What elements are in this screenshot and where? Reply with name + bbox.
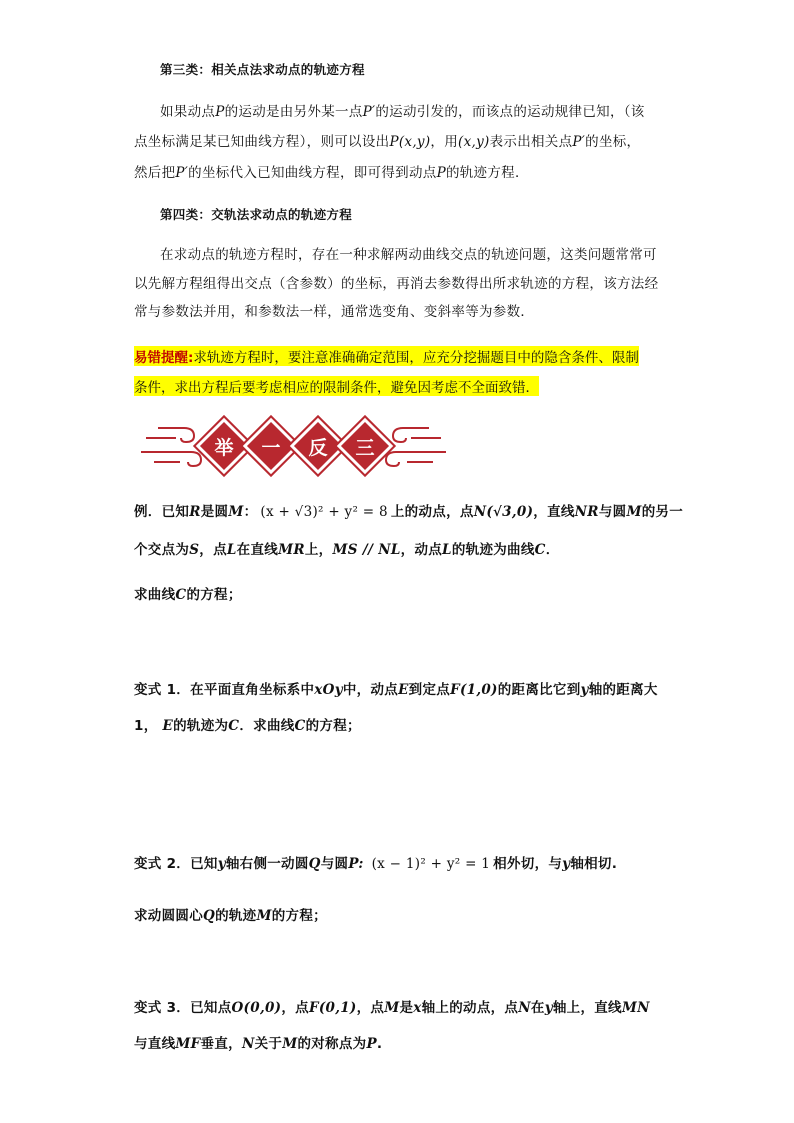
banner-char-2: 一	[248, 423, 294, 469]
section4-title: 第四类：交轨法求动点的轨迹方程	[160, 207, 353, 222]
banner	[136, 416, 436, 476]
banner-char-4: 三	[342, 423, 388, 469]
example-line2: 个交点为S，点L在直线MR上，MS // NL，动点L的轨迹为曲线C．	[134, 542, 560, 558]
section4-line2: 以先解方程组得出交点（含参数）的坐标，再消去参数得出所求轨迹的方程，该方法经	[134, 276, 659, 292]
banner-char-1: 举	[201, 423, 247, 469]
section3-line3: 然后把P′的坐标代入已知曲线方程，即可得到动点P的轨迹方程．	[134, 165, 529, 181]
example-line1: 例．已知R是圆M： (x + √3)² + y² = 8 上的动点，点N(√3,0)，直线NR与圆M的另一	[134, 504, 684, 520]
banner-right-decoration	[381, 416, 451, 476]
section3-line1: 如果动点P的运动是由另外某一点P′的运动引发的，而该点的运动规律已知，（该	[160, 104, 645, 120]
variant3-line1: 变式 3．已知点O(0,0)，点F(0,1)，点M是x轴上的动点，点N在y轴上，直线MN	[134, 1000, 650, 1016]
variant2-line1: 变式 2．已知y轴右侧一动圆Q与圆P: (x − 1)² + y² = 1 相外切，与y轴相切.	[134, 856, 618, 872]
section4-line3: 常与参数法并用，和参数法一样，通常选变角、变斜率等为参数．	[134, 304, 535, 320]
warning-line1: 易错提醒:求轨迹方程时，要注意准确确定范围，应充分挖掘题目中的隐含条件、限制	[134, 346, 639, 366]
example-question: 求曲线C的方程；	[134, 587, 242, 603]
section3-title: 第三类：相关点法求动点的轨迹方程	[160, 62, 365, 77]
banner-char-3: 反	[295, 423, 341, 469]
variant1-line1: 变式 1．在平面直角坐标系中xOy中，动点E到定点F(1,0)的距离比它到y轴的距离大	[134, 682, 658, 698]
section4-line1: 在求动点的轨迹方程时，存在一种求解两动曲线交点的轨迹问题，这类问题常常可	[160, 247, 657, 263]
variant2-question: 求动圆圆心Q的轨迹M的方程；	[134, 908, 327, 924]
variant3-line2: 与直线MF垂直，N关于M的对称点为P.	[134, 1036, 383, 1052]
warning-label: 易错提醒:	[134, 350, 194, 366]
section3-line2: 点坐标满足某已知曲线方程），则可以设出P(x,y)，用(x,y)表示出相关点P′的坐标，	[134, 134, 641, 150]
warning-line2: 条件，求出方程后要考虑相应的限制条件，避免因考虑不全面致错．	[134, 376, 539, 396]
variant1-line2: 1， E的轨迹为C．求曲线C的方程；	[134, 718, 361, 734]
